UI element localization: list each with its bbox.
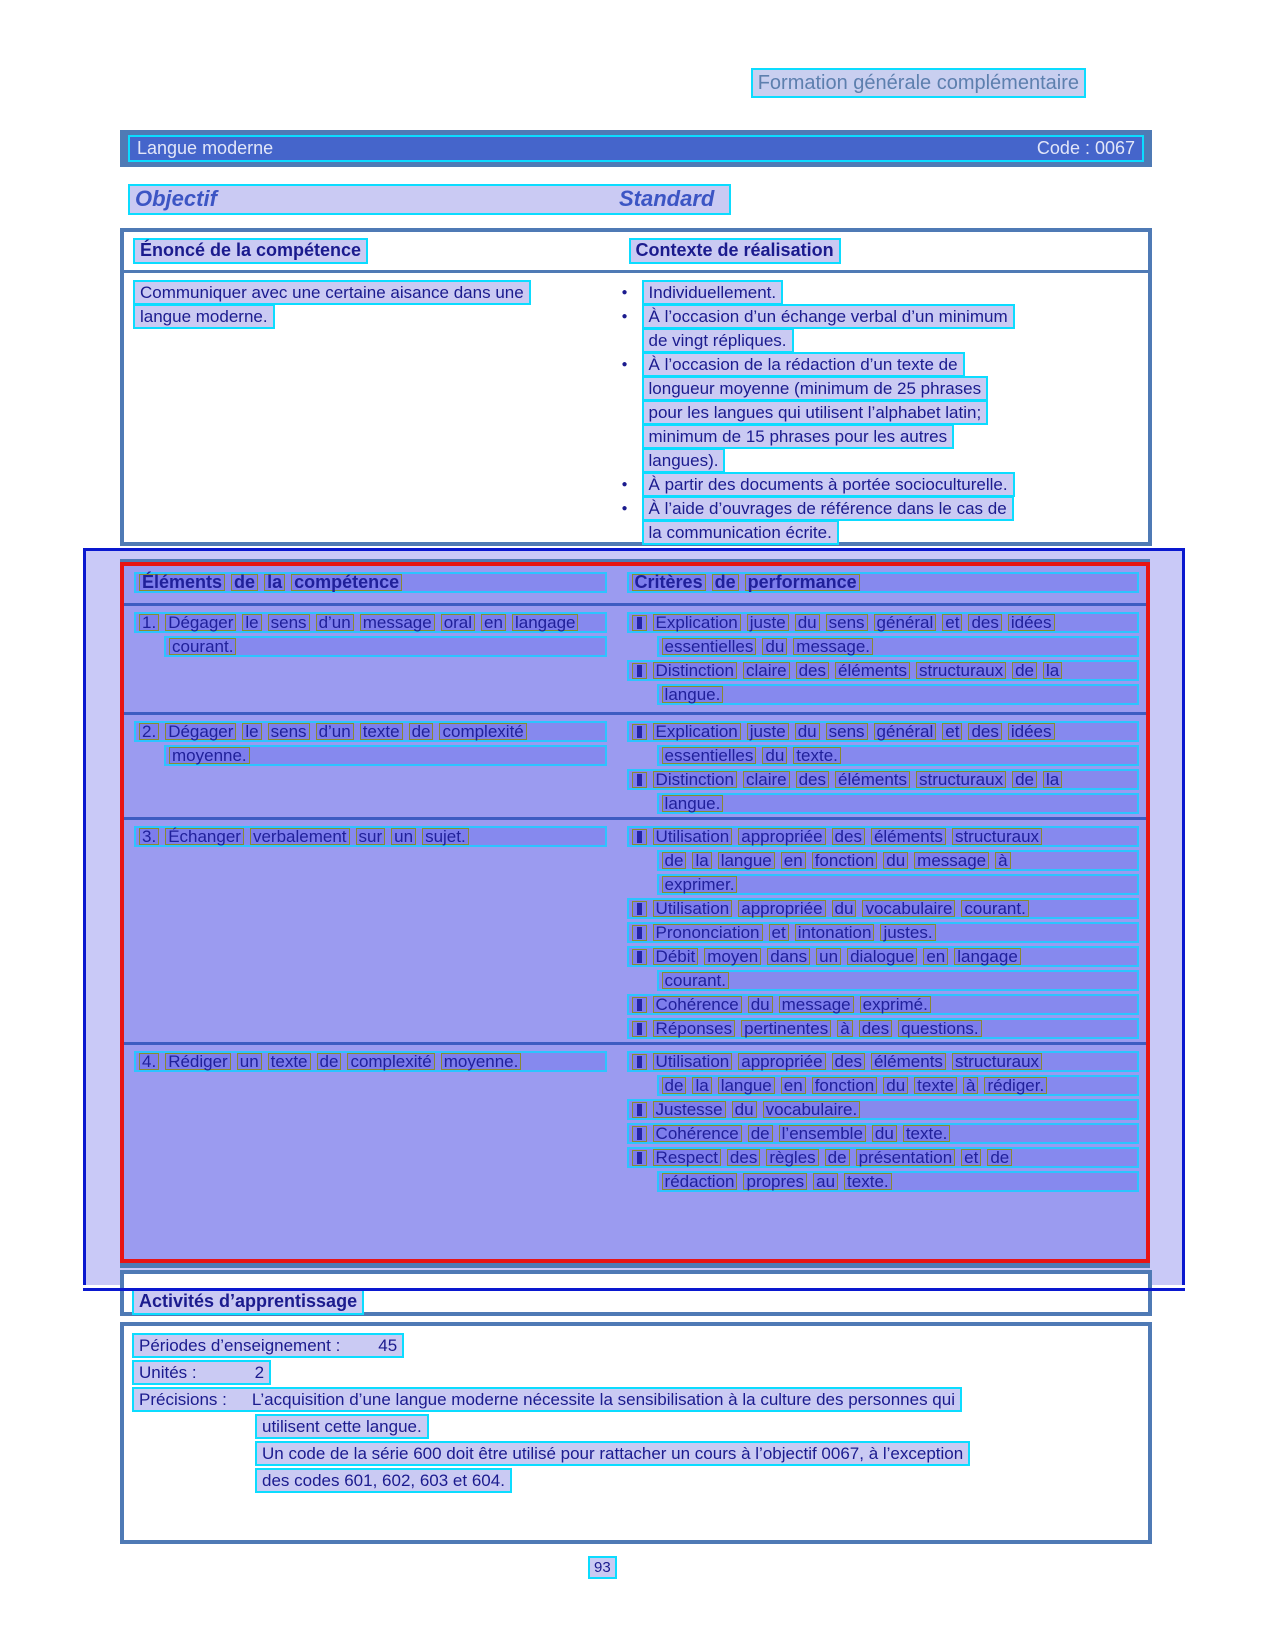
bullet-icon: ● (621, 502, 628, 514)
precisions-text-line4: des codes 601, 602, 603 et 604. (255, 1468, 512, 1493)
ocr-word-highlight: texte. (793, 747, 841, 764)
ocr-line-highlight: langues). (642, 448, 726, 473)
ocr-word-highlight: structuraux (916, 771, 1006, 788)
ocr-word-highlight: de (748, 1125, 773, 1142)
ocr-word-highlight: courant. (662, 972, 729, 989)
ocr-word-highlight: de (231, 574, 258, 591)
ocr-word-highlight: rédaction (662, 1173, 738, 1190)
ocr-word-highlight: Réponses (653, 1020, 736, 1037)
ocr-word-highlight: justes. (880, 924, 935, 941)
precisions-row-2 (124, 1414, 1148, 1441)
ocr-word-highlight: moyenne. (169, 747, 250, 764)
table1-bullet-line (616, 328, 1148, 352)
ocr-line-highlight (657, 850, 1139, 871)
ocr-word-highlight: la (1043, 662, 1062, 679)
bullet-icon (632, 1021, 647, 1037)
bullet-icon (632, 925, 647, 941)
ocr-word-highlight: un (391, 828, 416, 845)
ocr-word-highlight: Éléments (139, 574, 225, 591)
table2-header-row (124, 566, 1146, 606)
ocr-word-highlight: juste (747, 614, 789, 631)
ocr-word-highlight: d’un (316, 723, 354, 740)
bullet-icon (632, 901, 647, 917)
competence-table-header-row (124, 232, 1148, 273)
ocr-word-highlight: sur (356, 828, 386, 845)
ocr-line-highlight (627, 1123, 1139, 1144)
ocr-line-highlight (657, 1171, 1139, 1192)
ocr-word-highlight: langue (718, 1077, 775, 1094)
ocr-word-highlight: propres (743, 1173, 807, 1190)
periods-row (124, 1333, 1148, 1360)
ocr-line-highlight: langue moderne. (133, 304, 275, 329)
ocr-word-highlight: de (317, 1053, 342, 1070)
ocr-word-highlight: structuraux (916, 662, 1006, 679)
ocr-word-highlight: de (1012, 662, 1037, 679)
ocr-word-highlight: de (712, 574, 739, 591)
ocr-word-highlight: juste (747, 723, 789, 740)
precisions-text-line3: Un code de la série 600 doit être utilisé pour rattacher un cours à l’objectif 0067, à l’exception (255, 1441, 970, 1466)
ocr-word-highlight: Dégager (165, 723, 236, 740)
table2-left-cell (124, 721, 615, 817)
ocr-word-highlight: Utilisation (653, 900, 733, 917)
activities-content-box (120, 1322, 1152, 1544)
ocr-word-highlight: et (942, 723, 962, 740)
periods-value: 45 (378, 1336, 398, 1355)
ocr-word-highlight: essentielles (662, 747, 757, 764)
ocr-word-highlight: le (242, 614, 261, 631)
bullet-icon (632, 949, 647, 965)
title-bar-highlight (128, 135, 1144, 162)
ocr-word-highlight: Échanger (165, 828, 244, 845)
ocr-word-highlight: courant. (169, 638, 236, 655)
table1-text-line (133, 304, 616, 328)
ocr-word-highlight: du (795, 723, 820, 740)
ocr-line-highlight: la communication écrite. (642, 520, 839, 545)
elements-criteres-table (120, 562, 1150, 1263)
page-header (0, 68, 1086, 98)
ocr-word-highlight: compétence (291, 574, 402, 591)
table2-row (124, 820, 1146, 1045)
ocr-line-highlight: À l’occasion de la rédaction d’un texte de (642, 352, 965, 377)
ocr-word-highlight: texte. (903, 1125, 951, 1142)
ocr-word-highlight: éléments (871, 1053, 946, 1070)
table2-col2-header-line (627, 572, 1139, 593)
ocr-word-highlight: moyenne. (441, 1053, 522, 1070)
precisions-row-4 (124, 1468, 1148, 1495)
precisions-text-line1: L’acquisition d’une langue moderne nécessite la sensibilisation à la culture des personnes qui (251, 1390, 955, 1409)
ocr-line-highlight (627, 898, 1139, 919)
bullet-icon (632, 1054, 647, 1070)
ocr-word-highlight: la (692, 1077, 711, 1094)
bullet-icon: ● (621, 478, 628, 490)
ocr-word-highlight: Rédiger (165, 1053, 231, 1070)
ocr-word-highlight: Critères (632, 574, 706, 591)
ocr-line-highlight: À l’occasion d’un échange verbal d’un minimum (642, 304, 1015, 329)
ocr-line-highlight: Individuellement. (642, 280, 784, 305)
ocr-word-highlight: de (987, 1149, 1012, 1166)
objectif-heading: Objectif (135, 186, 217, 211)
ocr-line-highlight: Communiquer avec une certaine aisance dans une (133, 280, 531, 305)
ocr-word-highlight: Utilisation (653, 828, 733, 845)
units-row (124, 1360, 1148, 1387)
ocr-word-highlight: Dégager (165, 614, 236, 631)
ocr-line-highlight (627, 769, 1139, 790)
page-header-label: Formation générale complémentaire (751, 68, 1086, 98)
ocr-word-highlight: et (769, 924, 789, 941)
ocr-line-highlight (627, 1099, 1139, 1120)
ocr-line-highlight: pour les langues qui utilisent l’alphabet latin; (642, 400, 989, 425)
ocr-word-highlight: des (832, 1053, 865, 1070)
table1-bullet-line (616, 280, 1148, 304)
ocr-line-highlight (627, 946, 1139, 967)
ocr-word-highlight: vocabulaire (862, 900, 955, 917)
ocr-word-highlight: sujet. (422, 828, 469, 845)
ocr-word-highlight: Prononciation (653, 924, 763, 941)
ocr-word-highlight: des (832, 828, 865, 845)
ocr-word-highlight: verbalement (250, 828, 350, 845)
table1-bullet-line (616, 352, 1148, 376)
table1-bullet-line (616, 448, 1148, 472)
table2-left-cell (124, 826, 615, 1042)
ocr-word-highlight: du (795, 614, 820, 631)
ocr-word-highlight: Respect (653, 1149, 721, 1166)
ocr-word-highlight: de (409, 723, 434, 740)
ocr-line-highlight (164, 745, 607, 766)
ocr-word-highlight: à (837, 1020, 852, 1037)
ocr-word-highlight: du (872, 1125, 897, 1142)
ocr-word-highlight: et (942, 614, 962, 631)
ocr-word-highlight: sens (268, 614, 310, 631)
ocr-line-highlight (627, 826, 1139, 847)
ocr-word-highlight: performance (745, 574, 860, 591)
bullet-icon (632, 1150, 647, 1166)
ocr-word-highlight: du (883, 1077, 908, 1094)
ocr-word-highlight: à (963, 1077, 978, 1094)
ocr-word-highlight: des (968, 723, 1001, 740)
precisions-row (124, 1387, 1148, 1414)
ocr-word-highlight: en (923, 948, 948, 965)
ocr-word-highlight: la (692, 852, 711, 869)
ocr-line-highlight (627, 721, 1139, 742)
ocr-line-highlight (164, 636, 607, 657)
ocr-word-highlight: éléments (871, 828, 946, 845)
ocr-word-highlight: d’un (316, 614, 354, 631)
ocr-word-highlight: présentation (856, 1149, 956, 1166)
ocr-word-highlight: texte (360, 723, 403, 740)
page-number: 93 (588, 1556, 617, 1579)
ocr-word-highlight: Distinction (653, 771, 737, 788)
ocr-word-highlight: en (481, 614, 506, 631)
table2-left-cell (124, 612, 615, 712)
bullet-icon: ● (621, 358, 628, 370)
ocr-word-highlight: des (727, 1149, 760, 1166)
ocr-word-highlight: la (264, 574, 285, 591)
table1-left-cell (124, 280, 616, 544)
ocr-word-highlight: essentielles (662, 638, 757, 655)
ocr-word-highlight: en (781, 1077, 806, 1094)
ocr-word-highlight: règles (766, 1149, 818, 1166)
units-label: Unités : (139, 1363, 197, 1382)
bullet-icon (632, 1102, 647, 1118)
ocr-word-highlight: général (874, 723, 937, 740)
ocr-word-highlight: du (883, 852, 908, 869)
ocr-word-highlight: idées (1008, 723, 1055, 740)
ocr-word-highlight: idées (1008, 614, 1055, 631)
ocr-line-highlight (657, 636, 1139, 657)
table1-bullet-line (616, 304, 1148, 328)
ocr-word-highlight: 2. (139, 723, 159, 740)
ocr-word-highlight: du (762, 638, 787, 655)
table1-bullet-line (616, 496, 1148, 520)
table1-text-line (133, 280, 616, 304)
ocr-word-highlight: des (796, 771, 829, 788)
ocr-word-highlight: de (662, 852, 687, 869)
ocr-word-highlight: exprimé. (860, 996, 931, 1013)
ocr-word-highlight: la (1043, 771, 1062, 788)
ocr-word-highlight: Distinction (653, 662, 737, 679)
ocr-line-highlight: de vingt répliques. (642, 328, 794, 353)
standard-heading: Standard (619, 186, 715, 211)
ocr-line-highlight: À l’aide d’ouvrages de référence dans le cas de (642, 496, 1014, 521)
ocr-word-highlight: 3. (139, 828, 159, 845)
ocr-word-highlight: du (748, 996, 773, 1013)
ocr-word-highlight: des (968, 614, 1001, 631)
ocr-word-highlight: l’ensemble (779, 1125, 866, 1142)
ocr-word-highlight: message. (793, 638, 873, 655)
ocr-word-highlight: fonction (812, 852, 878, 869)
ocr-word-highlight: 4. (139, 1053, 159, 1070)
table2-left-cell (124, 1051, 615, 1259)
annotation-box-bottom-border (83, 1288, 1185, 1291)
ocr-word-highlight: Justesse (653, 1101, 726, 1118)
ocr-word-highlight: appropriée (738, 900, 825, 917)
ocr-word-highlight: fonction (812, 1077, 878, 1094)
ocr-word-highlight: du (832, 900, 857, 917)
ocr-word-highlight: questions. (898, 1020, 982, 1037)
ocr-word-highlight: complexité (347, 1053, 434, 1070)
table1-bullet-line (616, 424, 1148, 448)
ocr-word-highlight: pertinentes (741, 1020, 831, 1037)
ocr-word-highlight: sens (826, 723, 868, 740)
ocr-word-highlight: des (859, 1020, 892, 1037)
bullet-icon (632, 829, 647, 845)
ocr-word-highlight: un (237, 1053, 262, 1070)
ocr-word-highlight: texte (268, 1053, 311, 1070)
ocr-line-highlight (657, 874, 1139, 895)
ocr-line-highlight: longueur moyenne (minimum de 25 phrases (642, 376, 989, 401)
ocr-line-highlight (657, 745, 1139, 766)
activities-header-box (120, 1270, 1152, 1316)
ocr-word-highlight: du (762, 747, 787, 764)
table1-bullet-line (616, 520, 1148, 544)
ocr-line-highlight (627, 994, 1139, 1015)
table2-col1-header-line (134, 572, 607, 593)
ocr-word-highlight: 1. (139, 614, 159, 631)
ocr-word-highlight: au (813, 1173, 838, 1190)
ocr-line-highlight (627, 612, 1139, 633)
ocr-word-highlight: claire (743, 662, 790, 679)
ocr-word-highlight: Explication (653, 614, 741, 631)
table2-rows (124, 606, 1146, 1259)
table1-bullet-line (616, 376, 1148, 400)
precisions-row-3 (124, 1441, 1148, 1468)
bullet-icon: ● (621, 310, 628, 322)
ocr-word-highlight: Débit (653, 948, 699, 965)
ocr-line-highlight (134, 1051, 607, 1072)
table2-right-cell (615, 826, 1146, 1042)
ocr-word-highlight: des (796, 662, 829, 679)
table2-right-cell (615, 721, 1146, 817)
ocr-word-highlight: dialogue (847, 948, 917, 965)
ocr-word-highlight: langue. (662, 795, 724, 812)
ocr-word-highlight: appropriée (738, 1053, 825, 1070)
table2-right-cell (615, 612, 1146, 712)
ocr-word-highlight: Explication (653, 723, 741, 740)
ocr-line-highlight (627, 1018, 1139, 1039)
ocr-word-highlight: éléments (835, 771, 910, 788)
ocr-word-highlight: général (874, 614, 937, 631)
ocr-line-highlight: À partir des documents à portée socioculturelle. (642, 472, 1015, 497)
ocr-line-highlight (134, 826, 607, 847)
ocr-word-highlight: Utilisation (653, 1053, 733, 1070)
ocr-word-highlight: appropriée (738, 828, 825, 845)
ocr-line-highlight (627, 922, 1139, 943)
ocr-word-highlight: oral (441, 614, 475, 631)
ocr-line-highlight (627, 660, 1139, 681)
periods-label: Périodes d’enseignement : (139, 1336, 341, 1355)
ocr-word-highlight: message (360, 614, 435, 631)
precisions-label: Précisions : (139, 1390, 227, 1409)
ocr-word-highlight: éléments (835, 662, 910, 679)
ocr-word-highlight: message (914, 852, 989, 869)
table2-row (124, 715, 1146, 820)
ocr-word-highlight: vocabulaire. (763, 1101, 861, 1118)
table1-col1-header: Énoncé de la compétence (133, 238, 368, 264)
ocr-line-highlight (627, 1051, 1139, 1072)
ocr-line-highlight (134, 612, 607, 633)
table1-bullet-line (616, 472, 1148, 496)
competence-table (120, 228, 1152, 546)
ocr-word-highlight: structuraux (952, 1053, 1042, 1070)
bullet-icon (632, 724, 647, 740)
ocr-word-highlight: et (961, 1149, 981, 1166)
bullet-icon: ● (621, 286, 628, 298)
ocr-line-highlight (134, 721, 607, 742)
ocr-word-highlight: Cohérence (653, 1125, 742, 1142)
table2-right-cell (615, 1051, 1146, 1259)
ocr-word-highlight: courant. (961, 900, 1028, 917)
bullet-icon (632, 997, 647, 1013)
ocr-line-highlight (657, 970, 1139, 991)
ocr-word-highlight: du (732, 1101, 757, 1118)
ocr-word-highlight: langage (512, 614, 579, 631)
ocr-word-highlight: Cohérence (653, 996, 742, 1013)
ocr-word-highlight: de (662, 1077, 687, 1094)
table1-col2-header: Contexte de réalisation (629, 238, 841, 264)
ocr-word-highlight: sens (268, 723, 310, 740)
ocr-line-highlight (627, 1147, 1139, 1168)
ocr-line-highlight (657, 793, 1139, 814)
ocr-word-highlight: message (779, 996, 854, 1013)
ocr-line-highlight (657, 684, 1139, 705)
table1-bullet-line (616, 400, 1148, 424)
ocr-word-highlight: de (1012, 771, 1037, 788)
page-footer (588, 1556, 617, 1579)
ocr-word-highlight: structuraux (952, 828, 1042, 845)
ocr-word-highlight: texte. (844, 1173, 892, 1190)
course-code: Code : 0067 (1036, 138, 1135, 158)
table2-row (124, 606, 1146, 715)
table1-right-cell (616, 280, 1148, 544)
competence-table-body (124, 273, 1148, 544)
ocr-word-highlight: texte (914, 1077, 957, 1094)
ocr-word-highlight: claire (743, 771, 790, 788)
ocr-line-highlight: minimum de 15 phrases pour les autres (642, 424, 955, 449)
ocr-word-highlight: dans (767, 948, 810, 965)
ocr-word-highlight: à (995, 852, 1010, 869)
ocr-word-highlight: langue (718, 852, 775, 869)
ocr-word-highlight: sens (826, 614, 868, 631)
table2-row (124, 1045, 1146, 1259)
ocr-word-highlight: le (242, 723, 261, 740)
section-heading-row (128, 184, 731, 215)
ocr-word-highlight: langage (954, 948, 1021, 965)
course-title: Langue moderne (137, 138, 274, 158)
bullet-icon (632, 1126, 647, 1142)
ocr-word-highlight: complexité (439, 723, 526, 740)
ocr-word-highlight: exprimer. (662, 876, 738, 893)
ocr-word-highlight: intonation (795, 924, 875, 941)
precisions-text-line2: utilisent cette langue. (255, 1414, 429, 1439)
ocr-word-highlight: en (781, 852, 806, 869)
units-value: 2 (254, 1363, 265, 1382)
ocr-word-highlight: de (825, 1149, 850, 1166)
bullet-icon (632, 663, 647, 679)
activities-heading: Activités d’apprentissage (132, 1289, 364, 1315)
bullet-icon (632, 615, 647, 631)
ocr-word-highlight: rédiger. (984, 1077, 1047, 1094)
ocr-word-highlight: moyen (704, 948, 761, 965)
ocr-word-highlight: langue. (662, 686, 724, 703)
ocr-line-highlight (657, 1075, 1139, 1096)
ocr-word-highlight: un (816, 948, 841, 965)
bullet-icon (632, 772, 647, 788)
title-bar (120, 130, 1152, 167)
